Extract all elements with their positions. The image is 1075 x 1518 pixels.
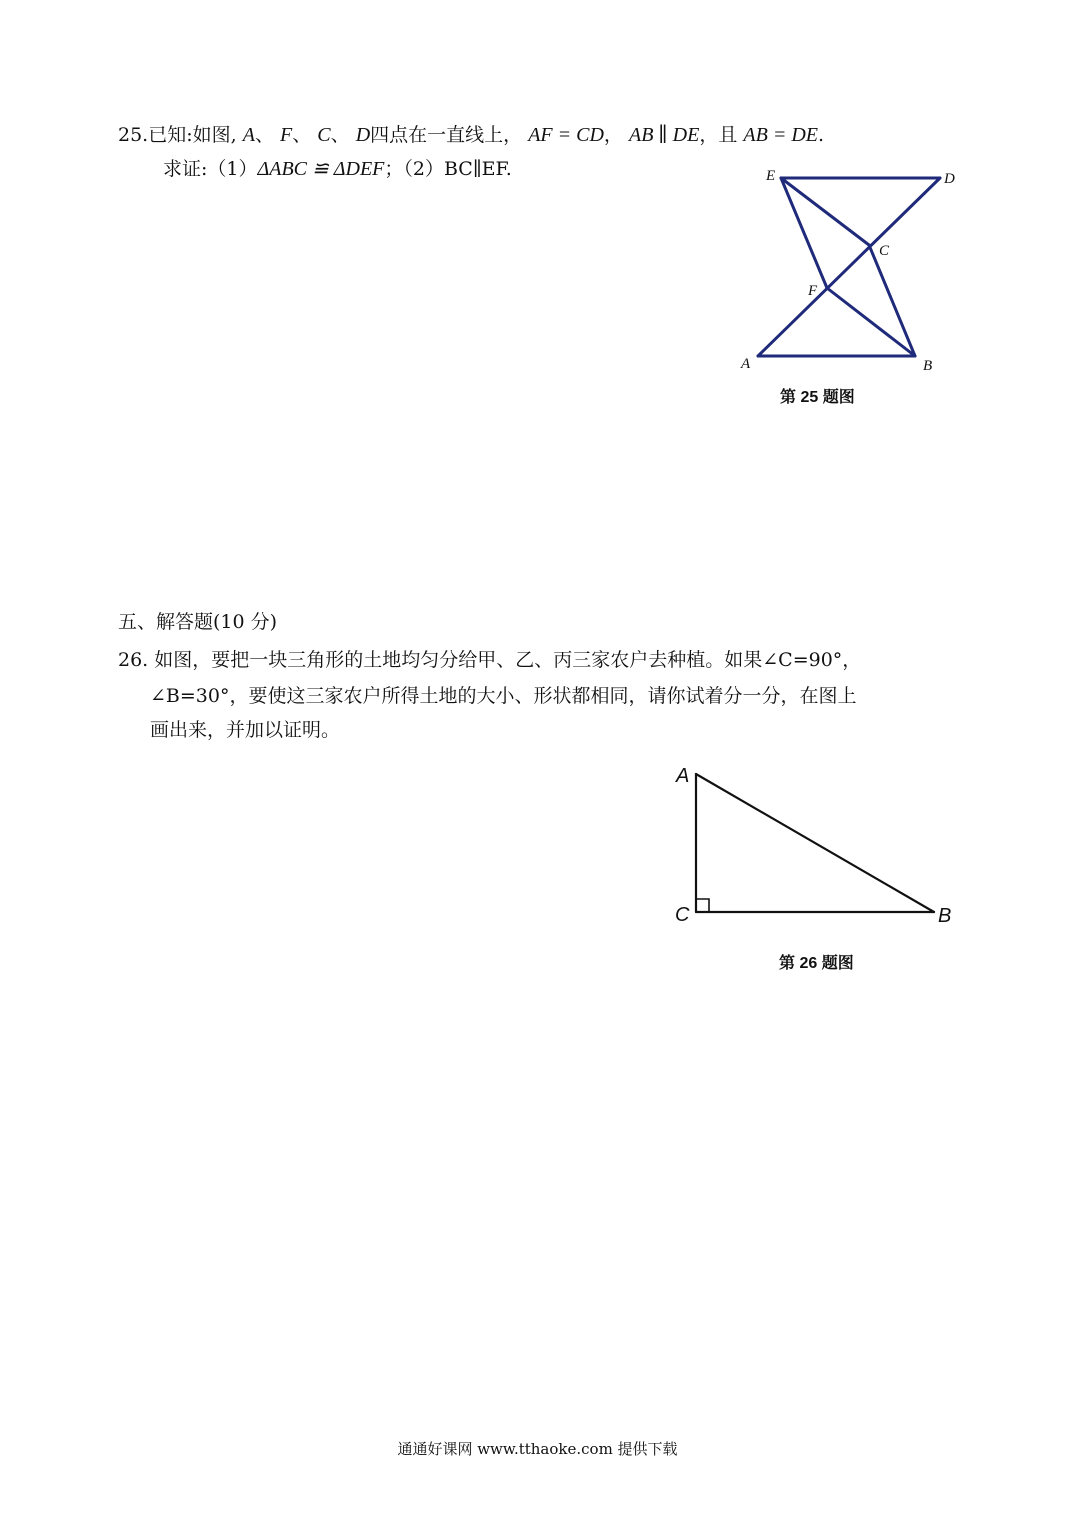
figure-26-caption: 第 26 题图 <box>779 955 854 972</box>
label-c: C <box>879 243 890 259</box>
label-f: F <box>808 283 818 299</box>
equation-ab-de: AB = DE <box>743 124 818 146</box>
label-d: D <box>944 171 955 187</box>
congruence-statement: ΔABC ≌ ΔDEF <box>257 158 385 180</box>
figure-25-caption: 第 25 题图 <box>780 389 855 406</box>
question-26-line-1: 26. 如图，要把一块三角形的土地均匀分给甲、乙、丙三家农户去种植。如果∠C=90°， <box>118 649 862 671</box>
label-a-26: A <box>676 765 690 787</box>
label-a: A <box>741 356 751 372</box>
equation-ab-parallel-de: AB ∥ DE <box>628 124 700 146</box>
question-number: 25. <box>118 124 149 146</box>
question-25-statement: 25.已知:如图, A、 F、 C、 D四点在一直线上， AF = CD， AB ∥ DE，且 AB = DE. <box>118 124 825 146</box>
label-e: E <box>766 168 776 184</box>
label-c-26: C <box>675 904 690 926</box>
label-b-26: B <box>938 905 952 927</box>
figure-25 <box>740 168 955 374</box>
figure-26 <box>675 765 951 927</box>
footer-source: 通通好课网 www.tthaoke.com 提供下载 <box>397 1440 678 1458</box>
section-title: 五、解答题(10 分) <box>118 611 278 633</box>
question-26-line-2: ∠B=30°，要使这三家农户所得土地的大小、形状都相同，请你试着分一分，在图上 <box>150 685 857 707</box>
equation-af-cd: AF = CD <box>528 124 604 146</box>
question-26-line-3: 画出来，并加以证明。 <box>150 719 341 741</box>
question-25-prove: 求证:（1）ΔABC ≌ ΔDEF；（2）BC∥EF. <box>163 158 512 180</box>
right-angle-marker <box>696 899 709 912</box>
label-b: B <box>923 358 933 374</box>
segment-ab-26 <box>696 774 934 912</box>
segment-ad <box>758 178 940 356</box>
